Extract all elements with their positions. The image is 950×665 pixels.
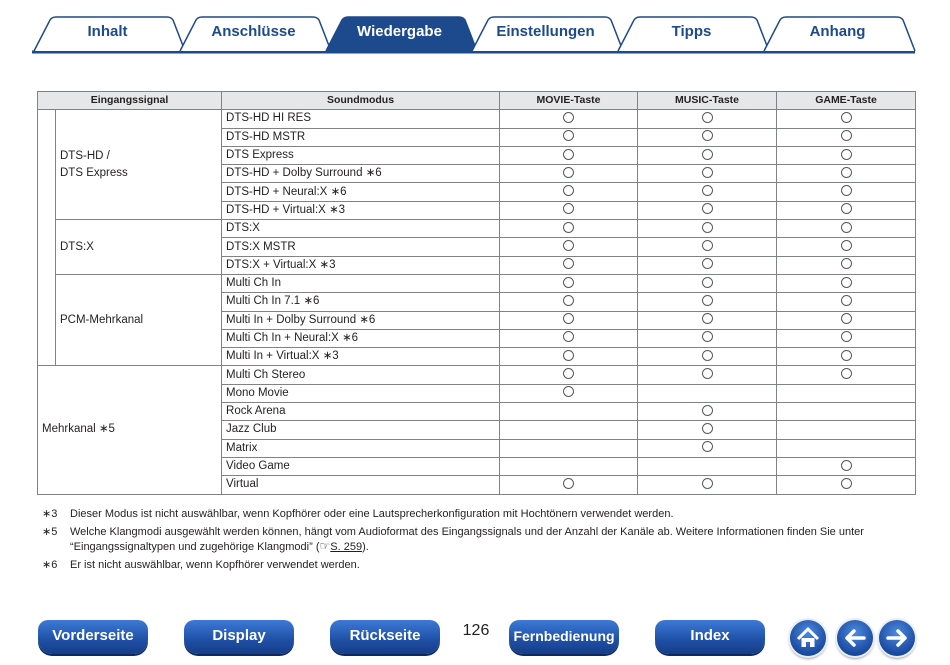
- available-circle-icon: [563, 130, 574, 141]
- available-circle-icon: [563, 478, 574, 489]
- game-button-cell: [777, 293, 916, 311]
- available-circle-icon: [563, 240, 574, 251]
- sound-mode-cell: DTS:X MSTR: [222, 238, 500, 256]
- rear-panel-button[interactable]: Rückseite: [330, 620, 440, 654]
- footnote-6: [42, 558, 922, 572]
- music-button-cell: [638, 293, 777, 311]
- front-panel-button[interactable]: Vorderseite: [38, 620, 148, 654]
- input-signal-cell: [56, 110, 222, 220]
- home-button[interactable]: [790, 620, 826, 656]
- movie-button-cell: [500, 238, 638, 256]
- movie-button-cell: [500, 476, 638, 494]
- available-circle-icon: [702, 277, 713, 288]
- table-row: [38, 366, 916, 384]
- game-button-cell: [777, 384, 916, 402]
- input-signal-label: DTS Express: [60, 166, 128, 179]
- table-header-row: [38, 92, 916, 110]
- input-signal-label: PCM-Mehrkanal: [60, 313, 144, 326]
- available-circle-icon: [841, 350, 852, 361]
- footnote-text: Er ist nicht auswählbar, wenn Kopfhörer verwendet werden.: [70, 559, 360, 571]
- movie-button-cell: [500, 110, 638, 128]
- available-circle-icon: [702, 240, 713, 251]
- available-circle-icon: [841, 331, 852, 342]
- music-button-cell: [638, 384, 777, 402]
- game-button-cell: [777, 238, 916, 256]
- game-button-cell: [777, 146, 916, 164]
- header-movie: MOVIE-Taste: [500, 92, 638, 110]
- home-icon: [790, 620, 826, 656]
- tab-anschluesse[interactable]: Anschlüsse: [211, 23, 296, 40]
- table-row: [38, 274, 916, 292]
- available-circle-icon: [702, 368, 713, 379]
- header-mode: Soundmodus: [222, 92, 500, 110]
- input-signal-cell: [56, 274, 222, 365]
- sound-mode-cell: Rock Arena: [222, 403, 500, 421]
- music-button-cell: [638, 128, 777, 146]
- movie-button-cell: [500, 220, 638, 238]
- previous-page-button[interactable]: [837, 620, 873, 656]
- available-circle-icon: [702, 149, 713, 160]
- available-circle-icon: [702, 350, 713, 361]
- input-signal-label: Mehrkanal ∗5: [42, 423, 115, 436]
- table-row: [38, 220, 916, 238]
- music-button-cell: [638, 457, 777, 475]
- sound-mode-cell: DTS:X + Virtual:X ∗3: [222, 256, 500, 274]
- index-button[interactable]: Index: [655, 620, 765, 654]
- movie-button-cell: [500, 201, 638, 219]
- available-circle-icon: [841, 130, 852, 141]
- music-button-cell: [638, 329, 777, 347]
- tab-tipps[interactable]: Tipps: [671, 23, 712, 40]
- arrow-right-icon: [879, 620, 915, 656]
- available-circle-icon: [563, 368, 574, 379]
- header-input: Eingangssignal: [38, 92, 222, 110]
- game-button-cell: [777, 128, 916, 146]
- game-button-cell: [777, 311, 916, 329]
- game-button-cell: [777, 165, 916, 183]
- available-circle-icon: [702, 167, 713, 178]
- movie-button-cell: [500, 403, 638, 421]
- music-button-cell: [638, 146, 777, 164]
- available-circle-icon: [563, 350, 574, 361]
- footnote-mark: ∗3: [42, 508, 58, 520]
- available-circle-icon: [702, 203, 713, 214]
- footnote-mark: ∗5: [42, 526, 58, 538]
- available-circle-icon: [563, 167, 574, 178]
- input-signal-cell: [56, 220, 222, 275]
- sound-mode-cell: Matrix: [222, 439, 500, 457]
- tab-bar: [0, 0, 950, 56]
- available-circle-icon: [702, 423, 713, 434]
- available-circle-icon: [563, 313, 574, 324]
- game-button-cell: [777, 421, 916, 439]
- sound-mode-cell: DTS Express: [222, 146, 500, 164]
- available-circle-icon: [563, 331, 574, 342]
- movie-button-cell: [500, 128, 638, 146]
- sound-mode-cell: Multi In + Dolby Surround ∗6: [222, 311, 500, 329]
- game-button-cell: [777, 220, 916, 238]
- movie-button-cell: [500, 366, 638, 384]
- available-circle-icon: [563, 295, 574, 306]
- table-row: [38, 110, 916, 128]
- sound-mode-cell: Jazz Club: [222, 421, 500, 439]
- header-music: MUSIC-Taste: [638, 92, 777, 110]
- footnote-text-cont: “Eingangssignaltypen und zugehörige Klangmodi” (: [70, 541, 320, 553]
- tab-wiedergabe[interactable]: Wiedergabe: [357, 23, 442, 40]
- input-signal-label: DTS:X: [60, 240, 94, 253]
- available-circle-icon: [702, 441, 713, 452]
- game-button-cell: [777, 256, 916, 274]
- available-circle-icon: [563, 386, 574, 397]
- music-button-cell: [638, 274, 777, 292]
- footnote-text: Dieser Modus ist nicht auswählbar, wenn Kopfhörer oder eine Lautsprecherkonfiguration mit Hochtönern verwendet werden.: [70, 508, 674, 520]
- footnote-text: Welche Klangmodi ausgewählt werden können, hängt vom Audioformat des Eingangssignals und der Anzahl der Kanäle ab. Weitere Informationen finden Sie unter: [70, 526, 864, 538]
- available-circle-icon: [702, 313, 713, 324]
- movie-button-cell: [500, 256, 638, 274]
- available-circle-icon: [841, 167, 852, 178]
- music-button-cell: [638, 348, 777, 366]
- sound-mode-cell: Multi Ch In: [222, 274, 500, 292]
- music-button-cell: [638, 421, 777, 439]
- available-circle-icon: [841, 478, 852, 489]
- sound-mode-table: [37, 91, 916, 495]
- movie-button-cell: [500, 165, 638, 183]
- music-button-cell: [638, 201, 777, 219]
- tab-inhalt[interactable]: Inhalt: [87, 23, 128, 40]
- music-button-cell: [638, 366, 777, 384]
- sound-mode-cell: Video Game: [222, 457, 500, 475]
- movie-button-cell: [500, 384, 638, 402]
- game-button-cell: [777, 403, 916, 421]
- available-circle-icon: [563, 203, 574, 214]
- music-button-cell: [638, 403, 777, 421]
- available-circle-icon: [702, 295, 713, 306]
- movie-button-cell: [500, 457, 638, 475]
- movie-button-cell: [500, 183, 638, 201]
- available-circle-icon: [841, 222, 852, 233]
- sound-mode-cell: DTS:X: [222, 220, 500, 238]
- music-button-cell: [638, 256, 777, 274]
- available-circle-icon: [563, 258, 574, 269]
- sound-mode-cell: Multi Ch Stereo: [222, 366, 500, 384]
- game-button-cell: [777, 329, 916, 347]
- music-button-cell: [638, 165, 777, 183]
- sound-mode-cell: DTS-HD HI RES: [222, 110, 500, 128]
- available-circle-icon: [702, 130, 713, 141]
- indent-cell: [38, 110, 56, 366]
- available-circle-icon: [841, 240, 852, 251]
- sound-mode-cell: Virtual: [222, 476, 500, 494]
- available-circle-icon: [841, 112, 852, 123]
- sound-mode-cell: Multi In + Virtual:X ∗3: [222, 348, 500, 366]
- music-button-cell: [638, 220, 777, 238]
- game-button-cell: [777, 348, 916, 366]
- movie-button-cell: [500, 146, 638, 164]
- available-circle-icon: [841, 258, 852, 269]
- movie-button-cell: [500, 311, 638, 329]
- available-circle-icon: [702, 112, 713, 123]
- page-number: 126: [462, 622, 490, 639]
- available-circle-icon: [841, 313, 852, 324]
- sound-mode-cell: Multi Ch In 7.1 ∗6: [222, 293, 500, 311]
- tab-anhang[interactable]: Anhang: [809, 23, 866, 40]
- available-circle-icon: [563, 149, 574, 160]
- music-button-cell: [638, 110, 777, 128]
- footnote-5: [42, 525, 922, 554]
- sound-mode-cell: Multi Ch In + Neural:X ∗6: [222, 329, 500, 347]
- footnote-3: [42, 507, 922, 521]
- music-button-cell: [638, 311, 777, 329]
- game-button-cell: [777, 201, 916, 219]
- game-button-cell: [777, 366, 916, 384]
- game-button-cell: [777, 110, 916, 128]
- sound-mode-cell: DTS-HD + Dolby Surround ∗6: [222, 165, 500, 183]
- music-button-cell: [638, 238, 777, 256]
- page-reference-link[interactable]: S. 259: [330, 541, 363, 553]
- display-button[interactable]: Display: [184, 620, 294, 654]
- available-circle-icon: [702, 478, 713, 489]
- available-circle-icon: [841, 185, 852, 196]
- sound-mode-cell: DTS-HD + Neural:X ∗6: [222, 183, 500, 201]
- available-circle-icon: [702, 405, 713, 416]
- movie-button-cell: [500, 274, 638, 292]
- footnotes: [42, 507, 922, 576]
- movie-button-cell: [500, 293, 638, 311]
- available-circle-icon: [841, 203, 852, 214]
- music-button-cell: [638, 439, 777, 457]
- available-circle-icon: [841, 149, 852, 160]
- input-signal-label: DTS-HD /: [60, 149, 110, 162]
- remote-control-button[interactable]: Fernbedienung: [509, 620, 619, 654]
- header-game: GAME-Taste: [777, 92, 916, 110]
- input-signal-cell: [38, 366, 222, 494]
- available-circle-icon: [702, 222, 713, 233]
- available-circle-icon: [841, 368, 852, 379]
- arrow-left-icon: [837, 620, 873, 656]
- available-circle-icon: [563, 222, 574, 233]
- sound-mode-cell: DTS-HD MSTR: [222, 128, 500, 146]
- game-button-cell: [777, 476, 916, 494]
- sound-mode-cell: Mono Movie: [222, 384, 500, 402]
- available-circle-icon: [563, 185, 574, 196]
- game-button-cell: [777, 183, 916, 201]
- game-button-cell: [777, 439, 916, 457]
- music-button-cell: [638, 183, 777, 201]
- footnote-mark: ∗6: [42, 559, 58, 571]
- movie-button-cell: [500, 348, 638, 366]
- tab-einstellungen[interactable]: Einstellungen: [496, 23, 595, 40]
- available-circle-icon: [563, 277, 574, 288]
- available-circle-icon: [841, 277, 852, 288]
- movie-button-cell: [500, 329, 638, 347]
- footnote-text-end: ).: [362, 541, 369, 553]
- movie-button-cell: [500, 439, 638, 457]
- game-button-cell: [777, 457, 916, 475]
- sound-mode-cell: DTS-HD + Virtual:X ∗3: [222, 201, 500, 219]
- music-button-cell: [638, 476, 777, 494]
- pointing-hand-icon: ☞: [319, 539, 331, 553]
- available-circle-icon: [841, 295, 852, 306]
- available-circle-icon: [702, 331, 713, 342]
- available-circle-icon: [702, 185, 713, 196]
- game-button-cell: [777, 274, 916, 292]
- available-circle-icon: [841, 460, 852, 471]
- available-circle-icon: [563, 112, 574, 123]
- movie-button-cell: [500, 421, 638, 439]
- available-circle-icon: [702, 258, 713, 269]
- next-page-button[interactable]: [879, 620, 915, 656]
